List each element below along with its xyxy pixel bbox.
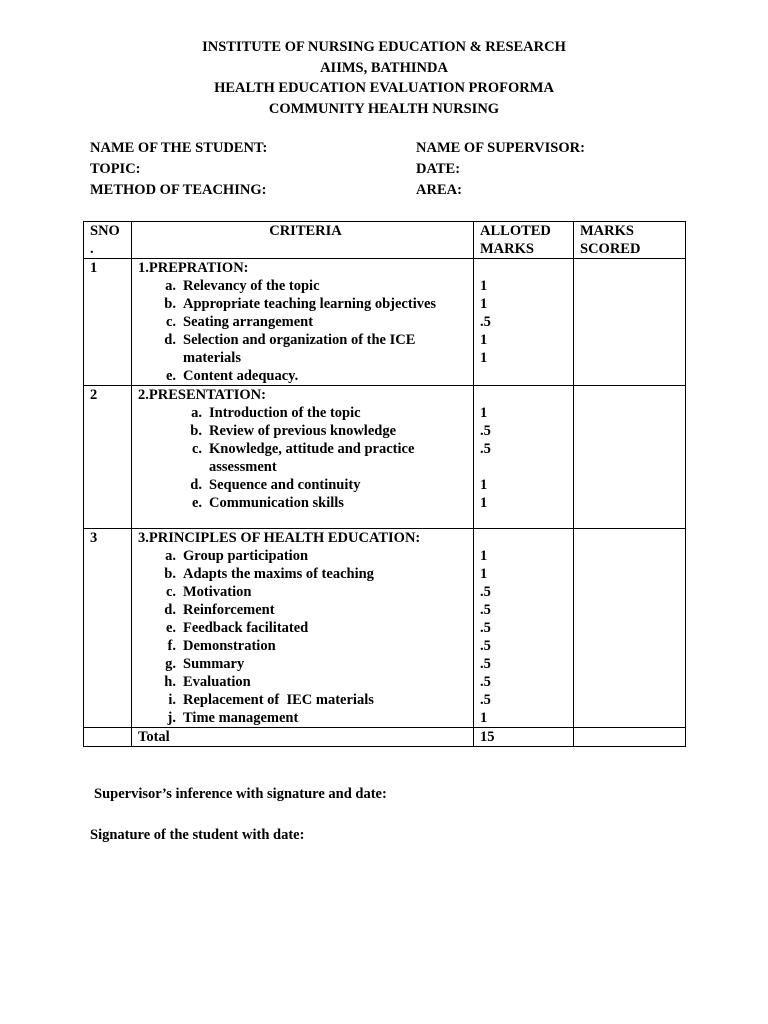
sno-cell: 3 [84, 529, 132, 728]
document-header [0, 37, 768, 119]
sno-cell: 2 [84, 386, 132, 529]
list-item: g. Summary [165, 656, 245, 672]
table-row [84, 529, 686, 728]
total-label: Total [132, 728, 474, 747]
list-item: c. Motivation [165, 584, 252, 600]
criteria-list [138, 404, 473, 512]
list-item: e. Content adequacy. [165, 368, 299, 384]
list-item: d. Reinforcement [164, 602, 275, 618]
header-marks-scored: MARKS SCORED [574, 222, 686, 259]
criteria-cell [132, 259, 474, 386]
proforma-title: HEALTH EDUCATION EVALUATION PROFORMA [214, 80, 554, 96]
alloted-marks-cell: 1 1 .5 .5 .5 .5 .5 .5 .5 1 [474, 529, 574, 728]
criteria-list [138, 277, 473, 385]
supervisor-name-label: NAME OF SUPERVISOR: [416, 140, 585, 156]
total-row [84, 728, 686, 747]
header-alloted-marks: ALLOTED MARKS [474, 222, 574, 259]
list-item: a. Relevancy of the topic [165, 278, 320, 294]
student-signature-label: Signature of the student with date: [90, 827, 305, 843]
alloted-marks-cell: 1 .5 .5 1 1 [474, 386, 574, 529]
alloted-marks-cell: 1 1 .5 1 1 [474, 259, 574, 386]
criteria-cell [132, 386, 474, 529]
table-header-row [84, 222, 686, 259]
list-item: b. Appropriate teaching learning objectives [164, 296, 437, 312]
list-item: h. Evaluation [164, 674, 251, 690]
list-item: b. Review of previous knowledge [190, 423, 397, 439]
list-item: c. Seating arrangement [165, 314, 314, 330]
table-row [84, 259, 686, 386]
area-label: AREA: [416, 182, 462, 198]
marks-scored-cell[interactable] [574, 529, 686, 728]
marks-scored-cell[interactable] [574, 386, 686, 529]
section-title: 3.PRINCIPLES OF HEALTH EDUCATION: [138, 530, 421, 546]
method-label: METHOD OF TEACHING: [90, 182, 267, 198]
list-item: f. Demonstration [167, 638, 276, 654]
list-item: e. Feedback facilitated [165, 620, 309, 636]
header-criteria: CRITERIA [132, 222, 474, 259]
institute-name: INSTITUTE OF NURSING EDUCATION & RESEARCH [202, 39, 566, 55]
section-title: 2.PRESENTATION: [138, 387, 266, 403]
topic-label: TOPIC: [90, 161, 141, 177]
criteria-cell [132, 529, 474, 728]
subject-title: COMMUNITY HEALTH NURSING [268, 100, 500, 117]
evaluation-table [83, 221, 686, 747]
marks-scored-cell[interactable] [574, 259, 686, 386]
section-title: 1.PREPRATION: [138, 260, 249, 276]
sno-cell: 1 [84, 259, 132, 386]
criteria-list [138, 547, 473, 727]
total-alloted-marks: 15 [474, 728, 574, 747]
header-sno: SNO . [84, 222, 132, 259]
list-item: c. Knowledge, attitude and practice assessment [191, 441, 415, 475]
list-item: e. Communication skills [191, 495, 344, 511]
total-sno-cell [84, 728, 132, 747]
supervisor-inference-label: Supervisor’s inference with signature and date: [94, 786, 387, 802]
list-item: a. Introduction of the topic [191, 405, 361, 421]
list-item: b. Adapts the maxims of teaching [164, 566, 374, 582]
list-item: i. Replacement of IEC materials [168, 692, 374, 708]
list-item: d. Sequence and continuity [190, 477, 361, 493]
list-item: d. Selection and organization of the ICE materials [164, 332, 416, 366]
table-row [84, 386, 686, 529]
student-name-label: NAME OF THE STUDENT: [90, 140, 268, 156]
institute-location: AIIMS, BATHINDA [320, 59, 448, 76]
list-item: a. Group participation [165, 548, 309, 564]
total-marks-scored[interactable] [574, 728, 686, 747]
date-label: DATE: [416, 161, 461, 177]
list-item: j. Time management [167, 710, 299, 726]
